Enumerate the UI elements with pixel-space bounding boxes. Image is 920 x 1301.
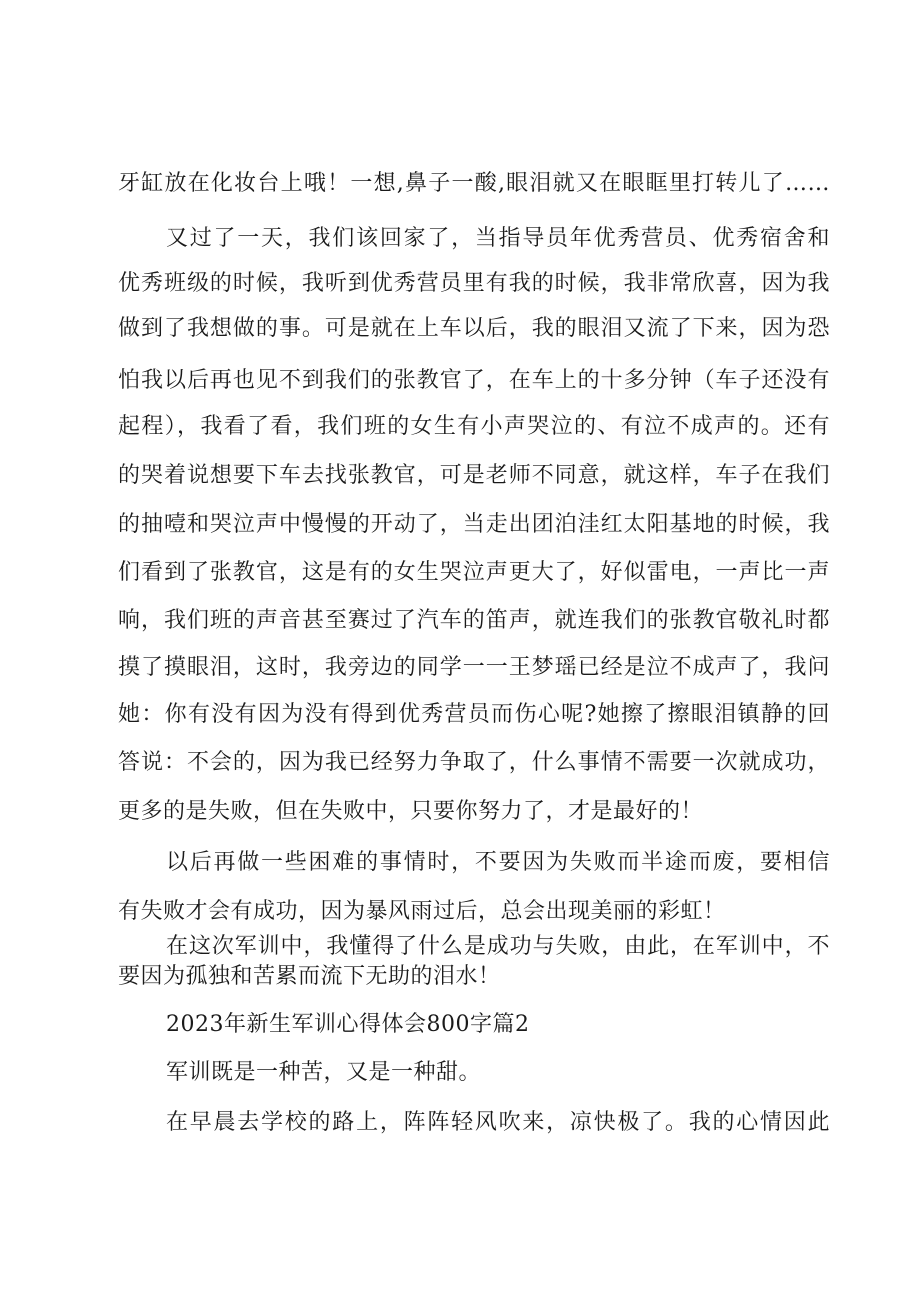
paragraph-start-line: 以后再做一些困难的事情时，不要因为失败而半途而废，要相信 [166,850,830,875]
text-line: 响，我们班的声音甚至赛过了汽车的笛声，就连我们的张教官敬礼时都 [118,608,830,633]
text-line: 更多的是失败，但在失败中，只要你努力了，才是最好的！ [118,799,704,824]
paragraph-start-line: 在早晨去学校的路上，阵阵轻风吹来，凉快极了。我的心情因此 [166,1110,830,1135]
paragraph-start-line: 军训既是一种苦，又是一种甜。 [166,1060,482,1085]
text-line: 怕我以后再也见不到我们的张教官了，在车上的十多分钟（车子还没有 [118,368,830,393]
text-line: 摸了摸眼泪，这时，我旁边的同学一一王梦瑶已经是泣不成声了，我问 [118,655,830,680]
text-line: 起程），我看了看，我们班的女生有小声哭泣的、有泣不成声的。还有 [118,414,830,439]
text-line: 做到了我想做的事。可是就在上车以后，我的眼泪又流了下来，因为恐 [118,316,830,341]
section-heading: 2023年新生军训心得体会800字篇2 [166,1012,530,1037]
text-line: 的抽噎和哭泣声中慢慢的开动了，当走出团泊洼红太阳基地的时候，我 [118,512,830,537]
paragraph-start-line: 在这次军训中，我懂得了什么是成功与失败，由此，在军训中，不 [166,934,830,959]
text-line: 有失败才会有成功，因为暴风雨过后，总会出现美丽的彩虹！ [118,899,726,924]
text-line: 答说：不会的，因为我已经努力争取了，什么事情不需要一次就成功， [118,750,830,775]
text-line: 牙缸放在化妆台上哦！一想,鼻子一酸,眼泪就又在眼眶里打转儿了…… [118,171,830,196]
text-line: 要因为孤独和苦累而流下无助的泪水！ [118,964,501,989]
text-line: 优秀班级的时候，我听到优秀营员里有我的时候，我非常欣喜，因为我 [118,271,830,296]
text-line: 的哭着说想要下车去找张教官，可是老师不同意，就这样，车子在我们 [118,463,830,488]
paragraph-start-line: 又过了一天，我们该回家了，当指导员年优秀营员、优秀宿舍和 [166,226,830,251]
text-line: 她：你有没有因为没有得到优秀营员而伤心呢?她擦了擦眼泪镇静的回 [118,702,830,727]
text-line: 们看到了张教官，这是有的女生哭泣声更大了，好似雷电，一声比一声 [118,560,830,585]
